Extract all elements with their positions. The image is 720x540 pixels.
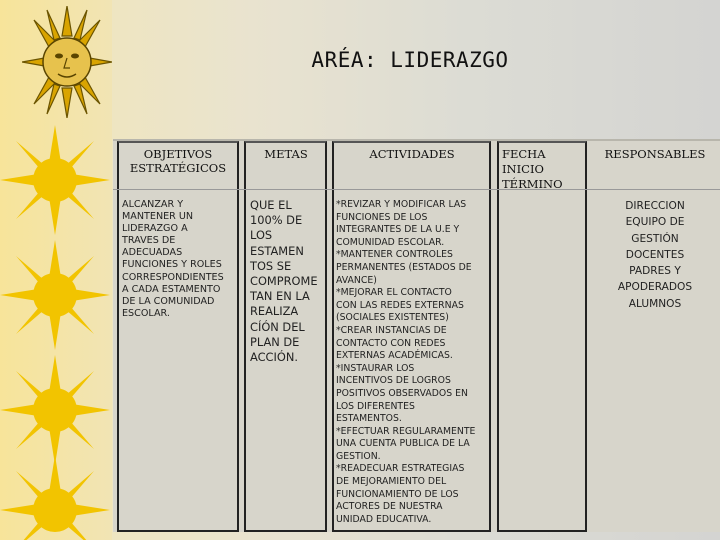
page-title: ARÉA: LIDERAZGO — [311, 48, 509, 72]
sun-icon — [0, 125, 110, 235]
sun-icon — [0, 455, 110, 540]
sun-icon — [0, 240, 110, 350]
column-fecha — [497, 141, 587, 532]
header-objetivos: OBJETIVOS ESTRATÉGICOS — [129, 147, 227, 175]
cell-responsables: DIRECCION EQUIPO DE GESTIÓN DOCENTES PADRES Y APODERADOS ALUMNOS — [617, 200, 693, 310]
header-fecha: FECHA INICIO TÉRMINO — [502, 147, 563, 191]
cell-metas: QUE EL 100% DE LOS ESTAMEN TOS SE COMPROME TAN EN LA REALIZA CÍÓN DEL PLAN DE ACCIÓN. — [250, 198, 318, 365]
cell-actividades: *REVIZAR Y MODIFICAR LAS FUNCIONES DE LOS INTEGRANTES DE LA U.E Y COMUNIDAD ESCOLAR. *MANTENER CONTROLES PERMANENTES (ESTADOS DE AVANCE) *MEJORAR EL CONTACTO CON LAS REDES EXTERNAS (SOCIALES EXISTENTES) *CREAR INSTANCIAS DE CONTACTO CON REDES EXTERNAS ACADÉMICAS. *INSTAURAR LOS INCENTIVOS DE LOGROS POSITIVOS OBSERVADOS EN LOS DIFERENTES ESTAMENTOS. *EFECTUAR REGULARAMENTE UNA CUENTA PUBLICA DE LA GESTION. *READECUAR ESTRATEGIAS DE MEJORAMIENTO DEL FUNCIONAMIENTO DE LOS ACTORES DE NUESTRA UNIDAD EDUCATIVA. — [336, 199, 476, 525]
header-responsables: RESPONSABLES — [604, 147, 706, 161]
strategy-table — [113, 139, 720, 532]
header-divider — [113, 189, 720, 190]
sun-face-icon — [22, 6, 112, 118]
header-actividades: ACTIVIDADES — [369, 147, 455, 161]
cell-objetivos: ALCANZAR Y MANTENER UN LIDERAZGO A TRAVES DE ADECUADAS FUNCIONES Y ROLES CORRESPONDIENTES A CADA ESTAMENTO DE LA COMUNIDAD ESCOLAR. — [122, 199, 224, 319]
sun-icon — [0, 355, 110, 465]
header-metas: METAS — [264, 147, 308, 161]
